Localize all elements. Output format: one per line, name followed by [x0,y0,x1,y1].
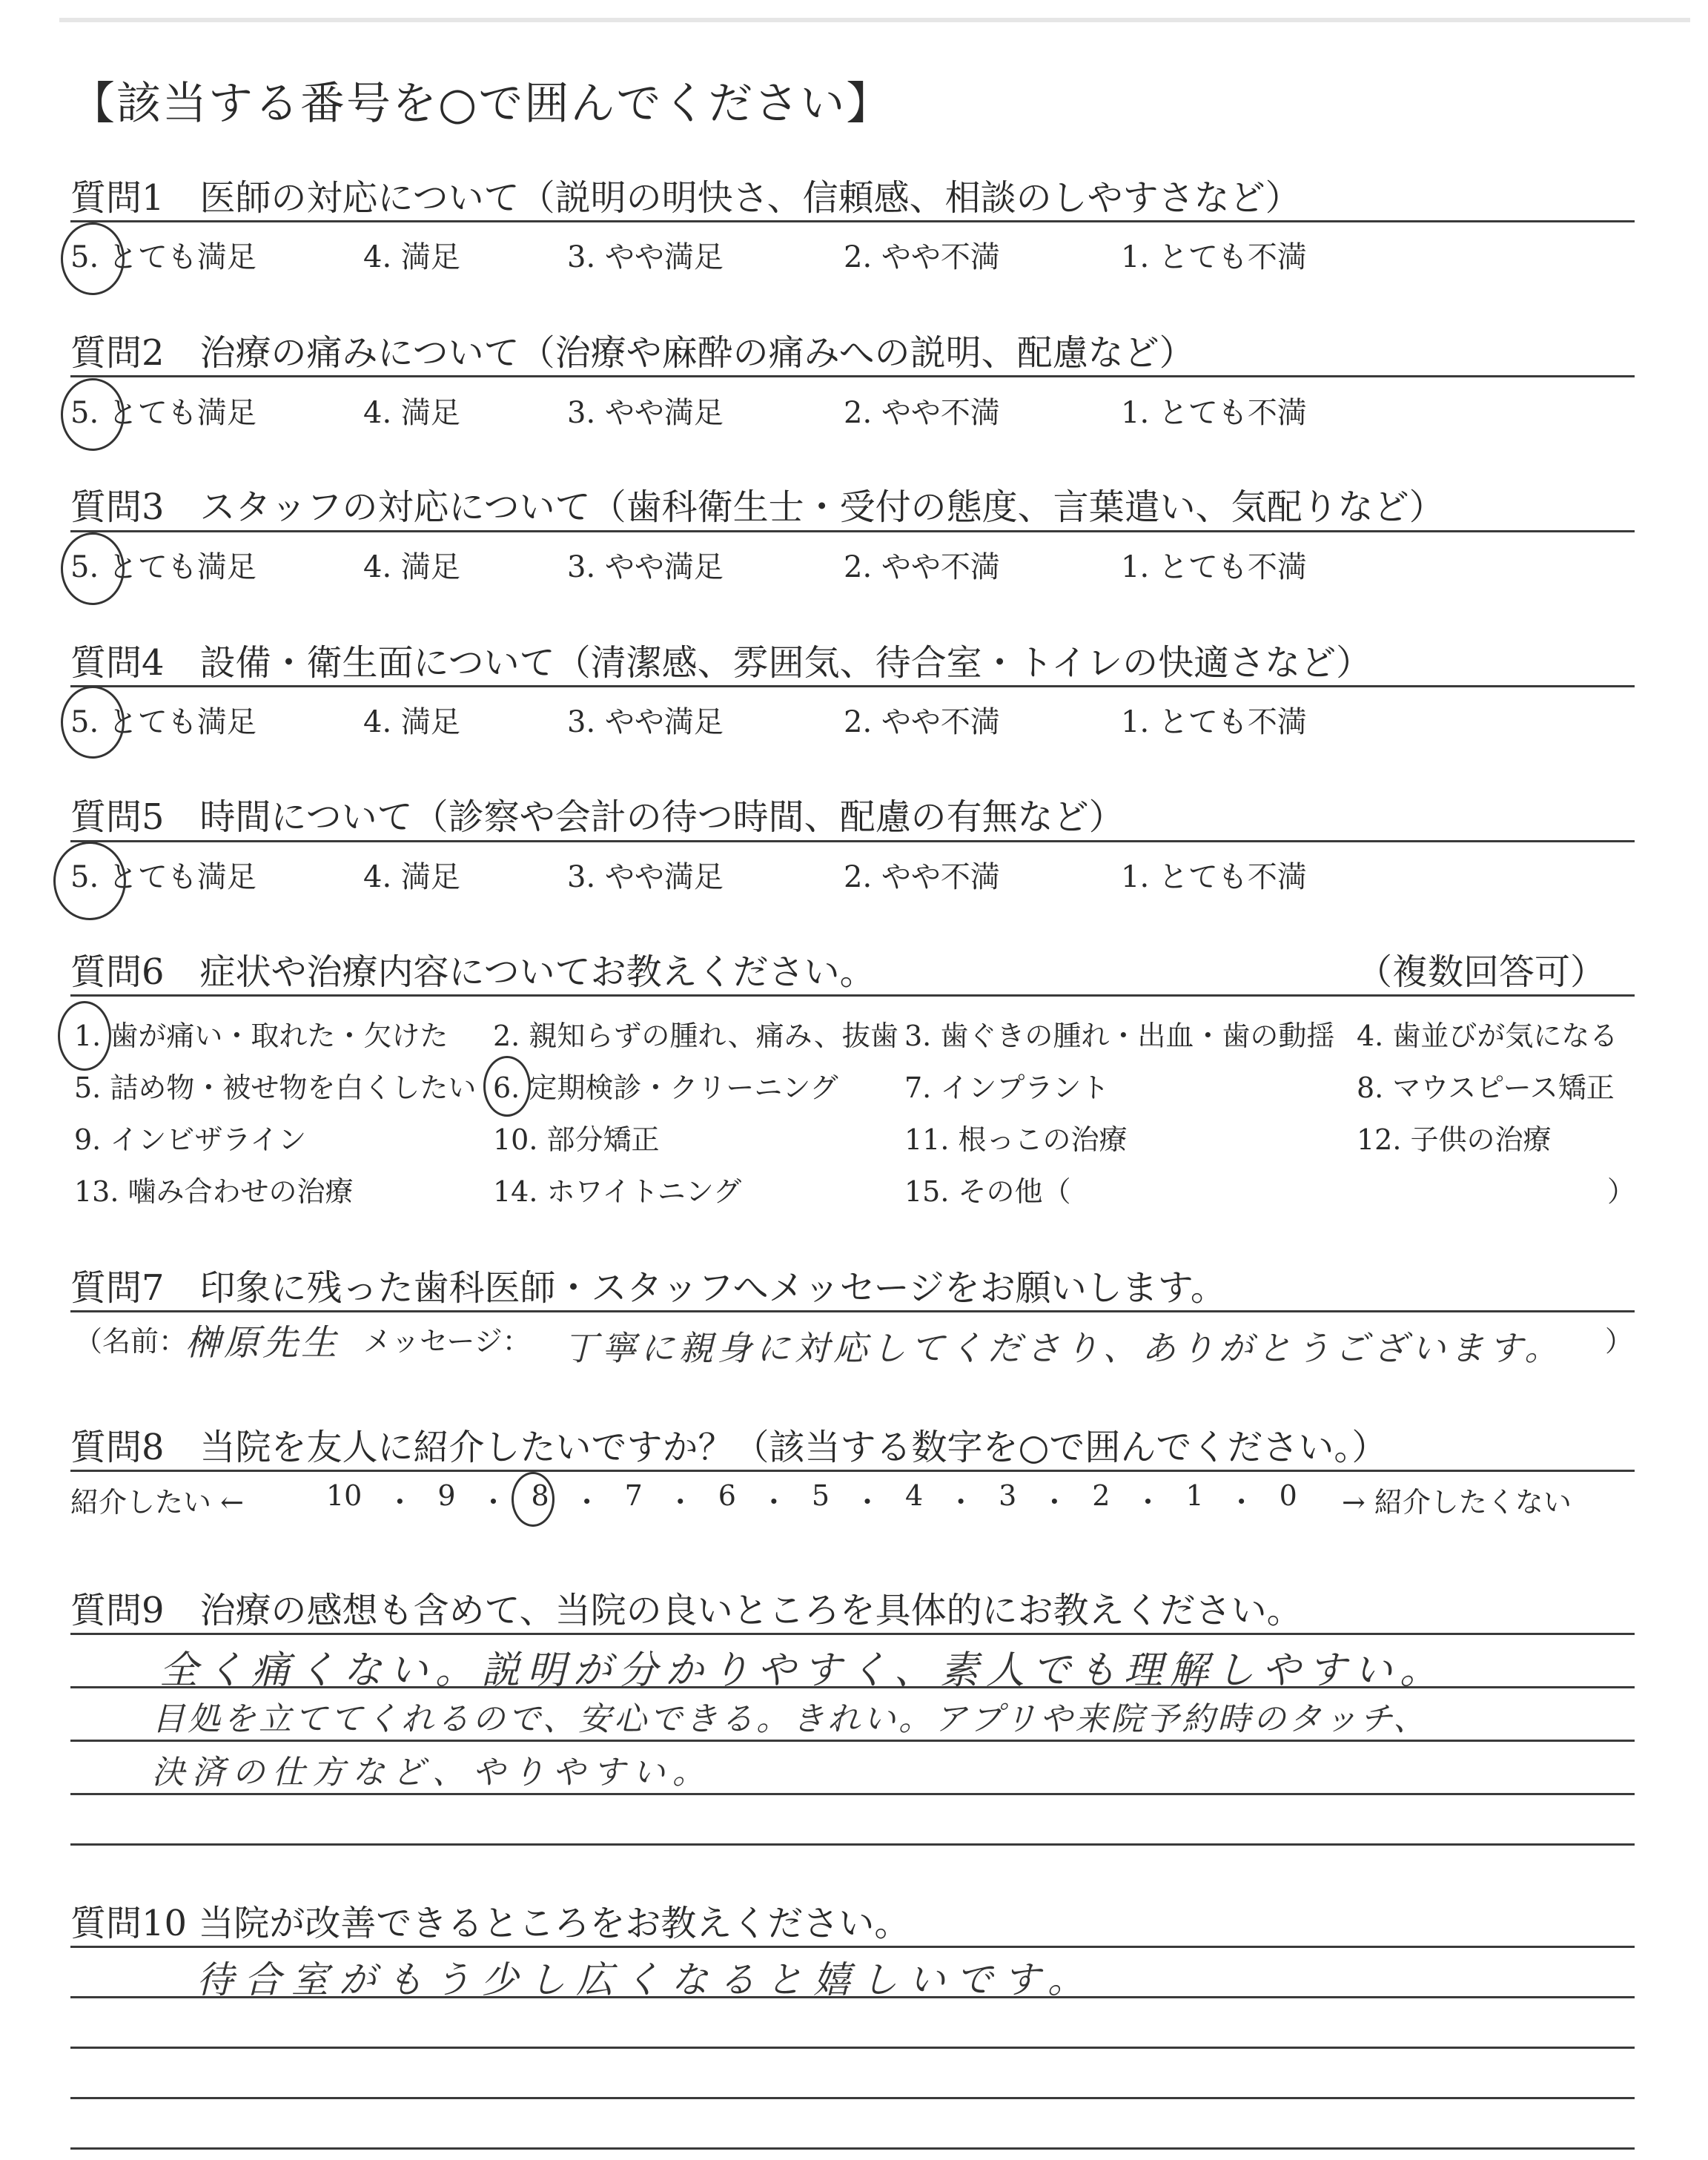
q5-choice-4[interactable]: 4. 満足 [363,860,460,894]
scan-top-border [59,18,1690,22]
q8-scale-dot: ・ [947,1486,976,1519]
q8-scale-dot: ・ [479,1486,508,1519]
question-7-rule [70,1310,1635,1312]
question-3-title: 質問3 スタッフの対応について（歯科衛生士・受付の態度、言葉遣い、気配りなど） [70,486,1445,528]
q5-choice-5[interactable]: 5. とても満足 [70,860,256,894]
q8-right-label: → 紹介したくない [1342,1486,1572,1519]
q9-line-5 [70,1843,1635,1846]
q10-line-5 [70,2147,1635,2150]
q8-scale-5[interactable]: 5 [811,1479,830,1512]
q6-option-10[interactable]: 10. 部分矯正 [493,1123,660,1156]
q5-choice-2[interactable]: 2. やや不満 [844,860,1000,894]
q6-option-4[interactable]: 4. 歯並びが気になる [1357,1020,1618,1052]
q8-scale-3[interactable]: 3 [999,1479,1017,1512]
q10-answer-line-1[interactable]: 待合室がもう少し広くなると嬉しいです。 [196,1958,1095,2001]
q9-line-1 [70,1633,1635,1635]
question-1-title: 質問1 医師の対応について（説明の明快さ、信頼感、相談のしやすさなど） [70,177,1301,219]
question-3-rule [70,530,1635,532]
question-6-title: 質問6 症状や治療内容についてお教えください。 [70,951,875,993]
q10-line-3 [70,2047,1635,2049]
q2-choice-3[interactable]: 3. やや満足 [567,396,724,430]
question-4-rule [70,685,1635,687]
question-5-title: 質問5 時間について（診察や会計の待つ時間、配慮の有無など） [70,796,1125,838]
q2-choice-1[interactable]: 1. とても不満 [1121,396,1307,430]
q7-message-value[interactable]: 丁寧に親身に対応してくださり、ありがとうございます。 [563,1328,1563,1368]
q3-choice-1[interactable]: 1. とても不満 [1121,550,1307,584]
q8-scale-6[interactable]: 6 [718,1479,736,1512]
q5-choice-1[interactable]: 1. とても不満 [1121,860,1307,894]
q8-scale-dot: ・ [385,1486,414,1519]
q6-option-6[interactable]: 6. 定期検診・クリーニング [493,1071,838,1104]
q8-scale-dot: ・ [1040,1486,1069,1519]
question-7-title: 質問7 印象に残った歯科医師・スタッフへメッセージをお願いします。 [70,1267,1226,1309]
q4-choice-3[interactable]: 3. やや満足 [567,705,724,739]
q5-choice-3[interactable]: 3. やや満足 [567,860,724,894]
q8-scale-7[interactable]: 7 [624,1479,643,1512]
question-4-title: 質問4 設備・衛生面について（清潔感、雰囲気、待合室・トイレの快適さなど） [70,642,1372,684]
q1-choice-2[interactable]: 2. やや不満 [844,240,1000,274]
q6-option-1[interactable]: 1. 歯が痛い・取れた・欠けた [74,1020,448,1052]
question-8-rule [70,1470,1635,1472]
question-10-title: 質問10 当院が改善できるところをお教えください。 [70,1903,910,1944]
q10-line-4 [70,2097,1635,2099]
q1-choice-4[interactable]: 4. 満足 [363,240,460,274]
q7-close-paren: ） [1605,1325,1634,1358]
q8-scale-dot: ・ [853,1486,882,1519]
q8-scale-dot: ・ [572,1486,601,1519]
q8-scale-8[interactable]: 8 [531,1479,549,1512]
q3-choice-5[interactable]: 5. とても満足 [70,550,256,584]
question-9-title: 質問9 治療の感想も含めて、当院の良いところを具体的にお教えください。 [70,1590,1302,1631]
q4-choice-4[interactable]: 4. 満足 [363,705,460,739]
q1-choice-3[interactable]: 3. やや満足 [567,240,724,274]
q10-line-1 [70,1946,1635,1948]
q6-option-15[interactable]: 15. その他（ [904,1175,1071,1208]
q2-choice-4[interactable]: 4. 満足 [363,396,460,430]
q4-choice-2[interactable]: 2. やや不満 [844,705,1000,739]
q3-choice-3[interactable]: 3. やや満足 [567,550,724,584]
question-6-note: （複数回答可） [1357,951,1606,993]
q3-choice-4[interactable]: 4. 満足 [363,550,460,584]
q6-option-7[interactable]: 7. インプラント [904,1071,1110,1104]
q9-answer-line-1[interactable]: 全く痛くない。説明が分かりやすく、素人でも理解しやすい。 [159,1648,1446,1693]
q7-message-label: メッセージ： [363,1325,531,1358]
q9-answer-line-3[interactable]: 決済の仕方など、やりやすい。 [152,1754,712,1791]
q9-line-3 [70,1740,1635,1742]
q6-option-11[interactable]: 11. 根っこの治療 [904,1123,1128,1156]
q7-name-value[interactable]: 榊原先生 [185,1322,340,1364]
q6-option-15-close: ） [1607,1175,1636,1208]
q8-scale-dot: ・ [666,1486,695,1519]
q1-choice-1[interactable]: 1. とても不満 [1121,240,1307,274]
q8-scale-2[interactable]: 2 [1092,1479,1110,1512]
question-5-rule [70,840,1635,842]
q8-scale-9[interactable]: 9 [437,1479,456,1512]
q4-choice-1[interactable]: 1. とても不満 [1121,705,1307,739]
q2-choice-2[interactable]: 2. やや不満 [844,396,1000,430]
question-2-title: 質問2 治療の痛みについて（治療や麻酔の痛みへの説明、配慮など） [70,332,1195,374]
q1-choice-5[interactable]: 5. とても満足 [70,240,256,274]
q2-choice-5[interactable]: 5. とても満足 [70,396,256,430]
form-heading: 【該当する番号を○で囲んでください】 [70,78,893,130]
q8-scale-4[interactable]: 4 [905,1479,924,1512]
q3-choice-2[interactable]: 2. やや不満 [844,550,1000,584]
question-1-rule [70,220,1635,222]
q8-scale-dot: ・ [1227,1486,1256,1519]
q8-scale [326,1479,1297,1520]
q8-scale-dot: ・ [759,1486,788,1519]
q8-scale-dot: ・ [1133,1486,1162,1519]
q4-choice-5[interactable]: 5. とても満足 [70,705,256,739]
question-2-rule [70,375,1635,377]
q6-option-14[interactable]: 14. ホワイトニング [493,1175,742,1208]
q8-left-label: 紹介したい ← [70,1486,244,1519]
q6-option-12[interactable]: 12. 子供の治療 [1357,1123,1552,1156]
q8-scale-1[interactable]: 1 [1185,1479,1204,1512]
q7-name-label: （名前： [74,1325,188,1358]
q6-option-9[interactable]: 9. インビザライン [74,1123,307,1156]
question-8-title: 質問8 当院を友人に紹介したいですか？（該当する数字を○で囲んでください。） [70,1427,1388,1468]
q6-option-8[interactable]: 8. マウスピース矯正 [1357,1071,1615,1104]
q9-line-4 [70,1793,1635,1795]
q8-scale-10[interactable]: 10 [326,1479,363,1512]
q6-option-5[interactable]: 5. 詰め物・被せ物を白くしたい [74,1071,477,1104]
q6-option-13[interactable]: 13. 噛み合わせの治療 [74,1175,354,1208]
q9-answer-line-2[interactable]: 目処を立ててくれるので、安心できる。きれい。アプリや来院予約時のタッチ、 [152,1700,1429,1738]
question-6-rule [70,994,1635,997]
q6-option-3[interactable]: 3. 歯ぐきの腫れ・出血・歯の動揺 [904,1020,1335,1052]
q6-option-2[interactable]: 2. 親知らずの腫れ、痛み、抜歯 [493,1020,898,1052]
q8-scale-0[interactable]: 0 [1279,1479,1297,1512]
